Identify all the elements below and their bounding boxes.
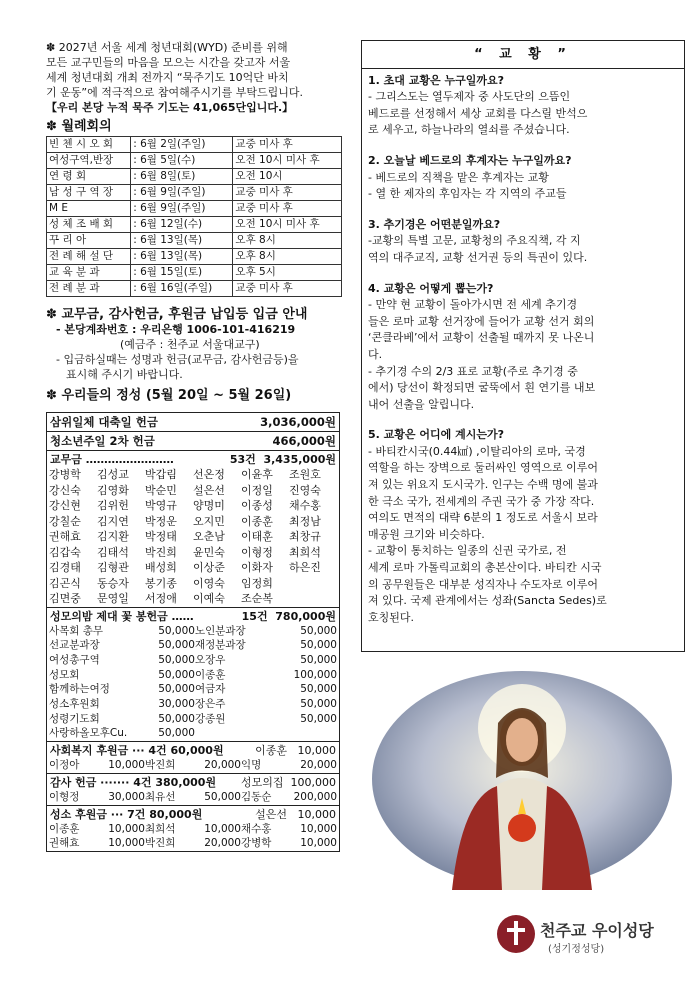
offering-item [274,726,337,741]
offering-item: 50,000 [158,668,195,681]
meeting-cell: : 6월 5일(수) [131,153,233,169]
meeting-cell: 오전 10시 미사 후 [233,217,342,233]
offering-item: 사랑하올모후Cu. [49,727,128,740]
meeting-cell: 꾸 리 아 [47,233,131,249]
donor-name: 강칠순 [49,514,81,528]
donor-name: 임정희 [241,576,273,590]
pope-answer-line: - 베드로의 직책을 맡은 후계자는 교황 [368,170,549,184]
pope-answer-line: - 추기경 수의 2/3 표로 교황(주로 추기경 중 [368,364,578,378]
offering-item [195,726,274,741]
offering-row: 삼위일체 대축일 헌금 3,036,000원 [47,413,339,432]
offering-item: 김동순 [241,790,272,803]
meeting-cell: 교 육 분 과 [47,265,131,281]
offering-item: 50,000 [158,639,195,652]
pope-question: 1. 초대 교황은 누구일까요? [368,73,504,87]
asterisk-icon: ✽ [46,119,57,134]
wyd-notice: ✽ 2027년 서울 세계 청년대회(WYD) 준비를 위해 모든 교구민들의 마음을 모으는 시간을 갖고자 서울 세계 청년대회 개최 전까지 “묵주기도 10억단 바치 기 운동”에 적극적으로 참여해주시기를 부탁드립니다. 【우리 본당 누적 묵주 기도는 41,065단입니다.】 [46,40,342,115]
offering-item: 이형정 [49,790,80,803]
donor-name: 박영규 [145,499,177,512]
meeting-cell: : 6월 12일(수) [131,217,233,233]
asterisk-icon: ✽ [46,388,57,403]
pope-box [361,40,685,652]
offering-item: 30,000 [158,698,195,711]
offering-item: 200,000 [293,790,337,803]
donor-name: 박정태 [145,530,177,543]
offering-item: 50,000 [158,683,195,696]
meeting-cell: : 6월 9일(주일) [131,185,233,201]
donor-name: 양명미 [193,499,225,512]
offering-item: 이종훈 [194,668,226,681]
donor-name: 오지민 [193,514,225,528]
donor-name: 최창규 [289,530,321,543]
donor-name: 강신숙 [49,483,81,497]
pope-answer-line: 호칭된다. [368,610,415,624]
offering-item: 이정아 [49,759,80,772]
donor-name: 진영숙 [289,483,321,497]
donor-name: 서정애 [145,592,177,605]
offering-item: 50,000 [300,653,337,666]
offering-item: 여금자 [194,683,226,696]
offering-item: 이종훈 [49,822,80,835]
offering-item: 50,000 [158,624,195,637]
pope-answer-line: 역의 대주교직, 교황 선거권 등의 특권이 있다. [368,250,588,264]
offering-item: 30,000 [108,790,145,803]
donor-name: 문영일 [97,592,129,605]
donor-name: 박갑림 [145,468,177,481]
meeting-cell: 오후 8시 [233,249,342,265]
donor-name: 조순복 [241,592,273,605]
offering-item: 10,000 [300,822,337,835]
bank-account: - 본당계좌번호 : 우리은행 1006-101-416219 [56,323,296,336]
donor-name: 김갑숙 [49,545,81,559]
donor-name: 조원호 [289,468,321,481]
pope-answer-line: 내어 선출을 알립니다. [368,397,475,411]
offering-item: 100,000 [293,668,337,681]
offering-item: 10,000 [300,837,337,850]
pope-answer-line: 다. [368,347,383,361]
meetings-table [46,136,342,297]
donor-name: 권해효 [49,530,81,543]
donor-name: 이윤후 [241,468,273,481]
offering-item: 강종원 [194,712,226,725]
offering-item: 성령기도회 [49,712,100,725]
meeting-cell: : 6월 16일(주일) [131,281,233,297]
pope-answer-line: 세계 로마 가톨릭교회의 총본산이다. 바티칸 시국 [368,561,602,575]
offering-item: 10,000 [108,759,145,772]
offering-item: 채수홍 [241,822,272,835]
meeting-row [47,201,342,217]
payment-title: 교무금, 감사헌금, 후원금 납입등 입금 안내 [61,307,308,322]
rosary-count: 【우리 본당 누적 묵주 기도는 41,065단입니다.】 [46,101,294,114]
meeting-cell: 남 성 구 역 장 [47,185,131,201]
pope-answer-line: 역할을 하는 장벽으로 둘러싸인 영역으로 이루어 [368,461,599,475]
pope-answer-line: - 교황이 통치하는 일종의 신권 국가로, 전 [368,544,567,558]
offering-item: 박진희 [145,759,176,772]
donor-name: 박정운 [145,514,177,528]
donor-name: 봉기종 [145,576,177,590]
pope-answer-line: 져 있다. 국제 관계에서는 성좌(Sancta Sedes)로 [368,594,607,608]
meeting-row [47,153,342,169]
sacred-heart-image [362,668,682,890]
donor-name: 이예숙 [193,592,225,605]
donor-name: 오춘남 [193,530,225,543]
asterisk-icon: ✽ [46,307,57,322]
offering-item: 20,000 [204,837,241,850]
parish-emblem-icon [496,914,536,954]
meeting-row [47,265,342,281]
offering-item: 여성총구역 [49,653,100,666]
offering-item: 강병학 [241,837,272,850]
donor-name: 채수홍 [289,499,321,512]
offerings-box: 삼위일체 대축일 헌금 3,036,000원 청소년주일 2차 헌금 466,000원 교무금 …………………… 53건 3,435,000원 강병학 김성교 박갑림 선온정 이윤후 조원호 강신숙 김영화 박순민 설은선 이정일 진영숙 강신현 김위헌 박영규 양명미 이종성 채수홍 강칠순 김지연 박정운 오지민 이종훈 최정남 권해효 김지환 박정태 오춘남 이태훈 최창규 김갑숙 김태석 박진희 윤민숙 이형정 최희석 김경태 김형관 배성희 이상준 이화자 하은진 김곤식 동승자 봉기종 이영숙 임정희 김면중 문영일 서정애 이예숙 조순복 성모의밤 제대 꽃 봉헌금 …… 15건 780,000원 사목회 총무 50,000 노인분과장 50,000 선교분과장 50,000 재정분과장 50,000 여성총구역 50,000 오장우 50,000 성모회 50,000 이종훈 100,000 함께하는여정 50,000 여금자 50,000 성소후원회 30,000 장은주 50,000 성령기도회 50,000 강종원 50,000 사랑하올모후Cu. 50,000 사회복지 후원금 ··· 4건 60,000원 이종훈 10,000 이정아 10,000 박진희 20,000 익명 20,000 감사 헌금 ······· 4건 380,000원 성모의집 100,000 이형정 30,000 최유선 50,000 김동순 200,000 성소 후원금 ··· 7건 80,000원 설은선 10,000 이종훈 10,000 최희석 10,000 채수홍 10,000 권해효 10,000 박진희 20,000 강병학 10,000 [46,412,340,852]
donor-names [47,467,339,607]
offering-item: 박진희 [145,837,176,850]
offering-item: 성소후원회 [49,698,100,711]
meeting-cell: 오후 5시 [233,265,342,281]
offering-item: 노인분과장 [194,624,246,637]
donor-name: 설은선 [193,483,225,497]
meeting-cell: 연 령 회 [47,169,131,185]
donor-name: 김형관 [97,561,129,574]
meeting-cell: 전 례 분 과 [47,281,131,297]
offering-item: 오장우 [194,653,226,666]
meetings-title: 월례회의 [61,119,112,134]
meeting-row [47,249,342,265]
offering-item: 익명 [241,759,262,772]
meeting-cell: 성 체 조 배 회 [47,217,131,233]
donor-name: 이종성 [241,499,273,512]
left-column: ✽ 2027년 서울 세계 청년대회(WYD) 준비를 위해 모든 교구민들의 마음을 모으는 시간을 갖고자 서울 세계 청년대회 개최 전까지 “묵주기도 10억단 바치 기 운동”에 적극적으로 참여해주시기를 부탁드립니다. 【우리 본당 누적 묵주 기도는 41,065단입니다.】 ✽ 월례회의 빈 첸 시 오 회 : 6월 2일(주일) 교중 미사 후 여성구역,반장 : 6월 5일(수) 오전 10시 미사 후 연 령 회 : 6월 8일(토) 오전 10시 남 성 구 역 장 : 6월 9일(주일) 교중 미사 후 M E : 6월 9일(주일) 교중 미사 후 성 체 조 배 회 : 6월 12일(수) 오전 10시 미사 후 꾸 리 아 : 6월 13일(목) 오후 8시 전 례 해 설 단 : 6월 13일(목) 오후 8시 교 육 분 과 : 6월 15일(토) 오후 5시 전 례 분 과 : 6월 16일(주일) 교중 미사 후 ✽ 교무금, 감사헌금, 후원금 납입등 입금 안내 - 본당계좌번호 : 우리은행 1006-101-416219 (예금주 : 천주교 서울대교구) - 입금하실때는 성명과 헌금(교무금, 감사헌금등)을 표시해 주시기 바랍니다. ✽ 우리들의 정성 (5월 20일 ~ 5월 26일) [46,40,342,403]
meeting-row [47,137,342,153]
offering-item: 50,000 [158,653,195,666]
donor-name: 최희석 [289,545,321,559]
offering-item: 10,000 [108,822,145,835]
offering-item: 20,000 [204,759,241,772]
meeting-row [47,233,342,249]
meeting-cell: : 6월 15일(토) [131,265,233,281]
meeting-cell: : 6월 9일(주일) [131,201,233,217]
pope-answer-line: - 만약 현 교황이 돌아가시면 전 세계 추기경 [368,298,578,312]
offering-item: 50,000 [300,639,337,652]
pope-answer-line: 에서) 당선이 확정되면 굴뚝에서 흰 연기를 내보 [368,381,596,395]
offering-item: 장은주 [194,698,226,711]
asterisk-icon: ✽ [46,41,56,54]
donor-name: 김곤식 [49,576,81,590]
donor-name [289,576,337,592]
offering-item: 20,000 [300,759,337,772]
meeting-cell: 오전 10시 [233,169,342,185]
pope-answer-line: 들은 로마 교황 선거장에 들어가 교황 선거 회의 [368,314,595,328]
donor-name: 선온정 [193,468,225,481]
offering-item: 함께하는여정 [49,683,110,696]
pope-answer-line: 매공원 크기와 비슷하다. [368,527,485,541]
donor-name: 김지환 [97,530,129,543]
donor-name: 강신현 [49,499,81,512]
donor-name: 김경태 [49,561,81,574]
meeting-cell: 오전 10시 미사 후 [233,153,342,169]
pope-question: 2. 오늘날 베드로의 후계자는 누구일까요? [368,153,572,167]
donor-name: 김면중 [49,592,81,605]
donor-name: 동승자 [97,576,129,590]
offering-item: 10,000 [108,837,145,850]
offering-item: 재정분과장 [194,639,246,652]
meeting-cell: 교중 미사 후 [233,201,342,217]
donor-name: 김지연 [97,514,129,528]
donor-name: 이상준 [193,561,225,574]
offering-item: 10,000 [204,822,241,835]
pope-answer-line: - 그리스도는 열두제자 중 사도단의 으뜸인 [368,90,571,104]
pope-answer-line: 져 있는 위요지 도시국가. 인구는 수백 명에 불과 [368,478,598,492]
offering-item: 50,000 [158,712,195,725]
donor-name: 강병학 [49,468,81,481]
donor-name: 이정일 [241,483,273,497]
flower-items [47,624,339,742]
offering-item: 사목회 총무 [49,624,104,637]
offering-item: 최유선 [145,790,176,803]
donor-name: 이종훈 [241,514,273,528]
donor-name: 박진희 [145,545,177,559]
meeting-cell: 교중 미사 후 [233,137,342,153]
pope-answer-line: - 바티칸시국(0.44㎢) ,이탈리아의 로마, 국경 [368,444,586,458]
offering-item: 50,000 [300,624,337,637]
donor-name: 이영숙 [193,576,225,590]
offerings-title: 우리들의 정성 (5월 20일 ~ 5월 26일) [61,388,292,403]
pope-title: “ 교 황 ” [362,41,684,69]
pope-answer-line: -교황의 특별 고문, 교황청의 주요직책, 각 지 [368,234,581,248]
donor-name: 김태석 [97,545,129,559]
offering-item: 권해효 [49,837,80,850]
meeting-cell: : 6월 2일(주일) [131,137,233,153]
meeting-row [47,217,342,233]
meeting-row [47,281,342,297]
meeting-cell: : 6월 13일(목) [131,233,233,249]
flower-header: 성모의밤 제대 꽃 봉헌금 …… 15건 780,000원 [50,609,336,623]
parish-logo: 천주교 우이성당 (성기정성당) [496,912,686,958]
pope-answer-line: 로 세우고, 하늘나라의 열쇠를 주셨습니다. [368,123,570,137]
donor-name: 하은진 [289,561,321,574]
pope-answer-line: - 열 한 제자의 후임자는 각 지역의 주교들 [368,187,567,201]
meeting-cell: : 6월 8일(토) [131,169,233,185]
pope-answer-line: 베드로를 선정해서 세상 교회를 다스릴 반석으 [368,106,588,120]
offering-item: 선교분과장 [49,639,100,652]
meeting-cell: 오후 8시 [233,233,342,249]
donor-name: 김영화 [97,483,129,497]
offering-item: 50,000 [158,727,195,740]
pope-question: 3. 추기경은 어떤분일까요? [368,217,501,231]
donor-name: 김성교 [97,468,129,481]
donor-name: 박순민 [145,483,177,497]
offering-item: 50,000 [300,698,337,711]
gyomu-header: 교무금 …………………… 53건 3,435,000원 [50,453,336,466]
meeting-cell: 여성구역,반장 [47,153,131,169]
meeting-cell: 교중 미사 후 [233,185,342,201]
pope-question: 4. 교황은 어떻게 뽑는가? [368,281,494,295]
meeting-cell: 전 례 해 설 단 [47,249,131,265]
meeting-cell: : 6월 13일(목) [131,249,233,265]
pope-answer-line: ‘콘클라베’에서 교황이 선출될 때까지 못 나온니 [368,331,595,345]
offering-item: 최희석 [145,822,176,835]
donor-name [289,591,337,607]
donor-name: 이화자 [241,561,273,574]
meeting-cell: 빈 첸 시 오 회 [47,137,131,153]
donor-name: 배성희 [145,561,177,574]
donor-name: 이태훈 [241,530,273,543]
offering-item: 50,000 [300,712,337,725]
meeting-row [47,185,342,201]
donor-name: 최정남 [289,514,321,528]
offering-item: 50,000 [204,790,241,803]
pope-answer-line: 한 극소 국가, 전세계의 주권 국가 중 가장 작다. [368,494,595,508]
donor-name: 이형정 [241,545,273,559]
meeting-cell: 교중 미사 후 [233,281,342,297]
pope-answer-line: 의 공무원들은 대부분 성직자나 수도자로 이루어 [368,577,599,591]
donor-name: 윤민숙 [193,545,225,559]
donor-name: 김위헌 [97,499,129,512]
offering-item: 성모회 [49,668,80,681]
offering-item: 50,000 [300,683,337,696]
pope-question: 5. 교황은 어디에 계시는가? [368,428,504,442]
offering-row: 청소년주일 2차 헌금 466,000원 [47,432,339,451]
meeting-row [47,169,342,185]
meeting-cell: M E [47,201,131,217]
pope-answer-line: 여의도 면적의 대략 6분의 1 정도로 서울시 보라 [368,511,598,525]
